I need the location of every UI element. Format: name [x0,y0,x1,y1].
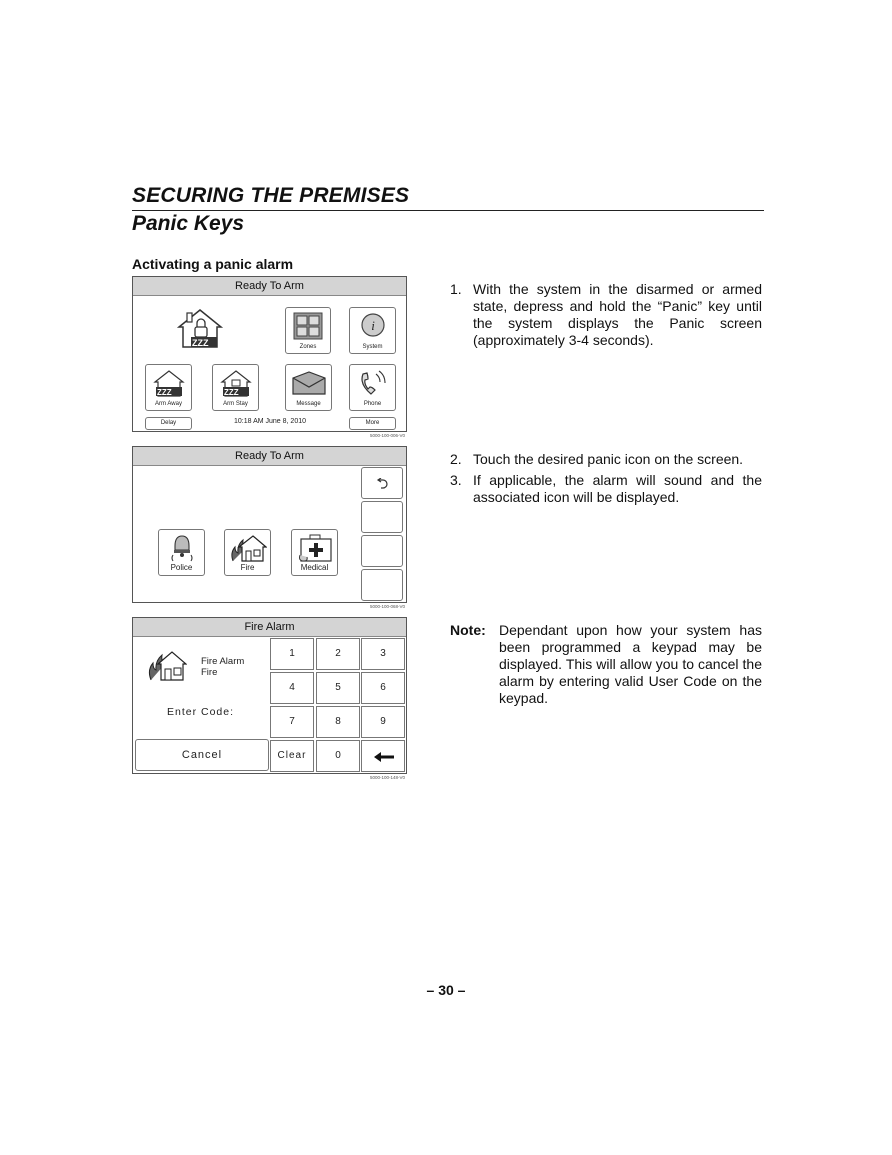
fire-panic-button[interactable] [224,529,271,576]
step-number: 1. [450,281,462,297]
arm-away-button[interactable] [145,364,192,411]
message-button[interactable] [285,364,332,411]
step-number: 3. [450,472,462,488]
arm-away-icon [152,368,186,398]
side-button-2[interactable] [361,501,403,533]
header-rule [132,210,764,211]
keypad-key-8[interactable]: 8 [316,706,360,738]
step-3 [450,472,762,508]
figure-code: 5000-100-148-V0 [370,775,406,780]
police-label: Police [170,563,193,572]
keypad-key-4[interactable]: 4 [270,672,314,704]
svg-text:ZZZ: ZZZ [223,388,239,397]
keypad-backspace-button[interactable] [361,740,405,772]
back-arrow-icon [376,478,390,490]
phone-button[interactable] [349,364,396,411]
delay-button[interactable]: Delay [145,417,192,430]
medical-kit-icon [297,533,333,563]
screen-title: Ready To Arm [133,447,406,466]
keypad-key-7[interactable]: 7 [270,706,314,738]
message-label: Message [296,401,321,407]
step-1 [450,281,762,351]
step-2 [450,451,762,469]
keypad-key-3[interactable]: 3 [361,638,405,670]
page-number: – 30 – [426,982,466,998]
info-icon [360,312,386,338]
datetime-display: 10:18 AM June 8, 2010 [234,418,306,425]
subsection-title: Panic Keys [132,212,245,235]
keypad-key-6[interactable]: 6 [361,672,405,704]
more-button[interactable]: More [349,417,396,430]
system-label: System [362,344,383,350]
system-button[interactable] [349,307,396,354]
keypad-key-0[interactable]: 0 [316,740,360,772]
medical-label: Medical [300,563,329,572]
zones-button[interactable] [285,307,331,354]
arm-stay-icon [219,368,253,398]
svg-text:i: i [370,318,375,333]
zones-label: Zones [299,344,317,350]
arm-away-label: Arm Away [155,401,182,407]
zones-icon [293,312,323,340]
alarm-zone-text: Fire [201,667,218,678]
section-title: SECURING THE PREMISES [132,184,410,207]
enter-code-label: Enter Code: [167,706,235,718]
fire-label: Fire [240,563,255,572]
step-text: If applicable, the alarm will sound and the associated icon will be displayed. [473,472,762,505]
medical-panic-button[interactable] [291,529,338,576]
cancel-button[interactable]: Cancel [135,739,269,771]
step-text: With the system in the disarmed or armed state, depress and hold the “Panic” key until the system displays the Panic screen (approximately 3-4 seconds). [473,281,762,348]
alarm-type-text: Fire Alarm [201,656,245,667]
step-number: 2. [450,451,462,467]
screen-fire-alarm-keypad [132,617,407,774]
step-text: Touch the desired panic icon on the screen. [473,451,744,467]
keypad-clear-button[interactable]: Clear [270,740,314,772]
phone-icon [357,368,389,398]
svg-text:ZZZ: ZZZ [192,338,209,348]
backspace-arrow-icon [374,751,394,763]
police-panic-button[interactable] [158,529,205,576]
fire-house-icon [147,648,187,682]
note-text: Dependant upon how your system has been programmed a keypad may be displayed. This will allow you to cancel the alarm by entering valid User Code on the keypad. [499,622,762,706]
note-label: Note: [450,622,486,638]
side-button-3[interactable] [361,535,403,567]
screen-title: Fire Alarm [133,618,406,637]
house-status-icon [175,307,225,351]
keypad-key-1[interactable]: 1 [270,638,314,670]
arm-stay-label: Arm Stay [223,401,248,407]
screen-panic-selection [132,446,407,603]
keypad-key-5[interactable]: 5 [316,672,360,704]
phone-label: Phone [363,401,382,407]
envelope-icon [291,370,327,396]
screen-title: Ready To Arm [133,277,406,296]
procedure-heading: Activating a panic alarm [132,256,294,272]
keypad-key-2[interactable]: 2 [316,638,360,670]
back-button[interactable] [361,467,403,499]
figure-code: 5000-100-068-V0 [370,604,406,609]
fire-house-icon [229,533,267,563]
police-bell-icon [169,533,195,563]
arm-stay-button[interactable] [212,364,259,411]
keypad-key-9[interactable]: 9 [361,706,405,738]
screen-ready-to-arm-home [132,276,407,432]
svg-text:ZZZ: ZZZ [156,388,172,397]
side-button-4[interactable] [361,569,403,601]
figure-code: 5000-100-006-V0 [370,433,406,438]
note [450,622,762,712]
